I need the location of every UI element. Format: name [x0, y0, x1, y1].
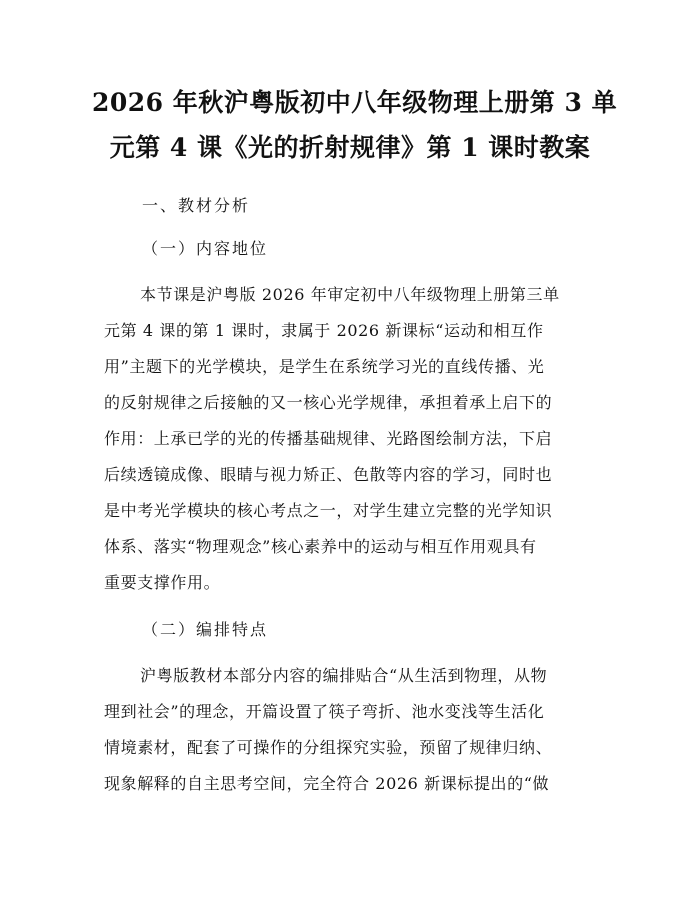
- paragraph-line: 本节课是沪粤版 2026 年审定初中八年级物理上册第三单: [140, 285, 560, 304]
- document-title-line-1: 2026 年秋沪粤版初中八年级物理上册第 3 单: [92, 88, 618, 117]
- paragraph-line: 用”主题下的光学模块，是学生在系统学习光的直线传播、光: [104, 357, 545, 376]
- section-heading-textbook-analysis: 一、教材分析: [142, 196, 251, 215]
- paragraph-line: 沪粤版教材本部分内容的编排贴合“从生活到物理，从物: [140, 666, 548, 685]
- paragraph-line: 的反射规律之后接触的又一核心光学规律，承担着承上启下的: [104, 393, 553, 412]
- paragraph-line: 重要支撑作用。: [104, 573, 221, 592]
- subsection-heading-arrangement-features: （二）编排特点: [142, 620, 269, 639]
- paragraph-line: 元第 4 课的第 1 课时，隶属于 2026 新课标“运动和相互作: [104, 321, 544, 340]
- paragraph-line: 理到社会”的理念，开篇设置了筷子弯折、池水变浅等生活化: [104, 702, 545, 721]
- document-title-line-2: 元第 4 课《光的折射规律》第 1 课时教案: [109, 133, 591, 162]
- paragraph-line: 体系、落实“物理观念”核心素养中的运动与相互作用观具有: [104, 537, 537, 556]
- paragraph-line: 现象解释的自主思考空间，完全符合 2026 新课标提出的“做: [104, 774, 550, 793]
- paragraph-line: 作用：上承已学的光的传播基础规律、光路图绘制方法，下启: [104, 429, 553, 448]
- paragraph-line: 是中考光学模块的核心考点之一，对学生建立完整的光学知识: [104, 501, 553, 520]
- paragraph-line: 后续透镜成像、眼睛与视力矫正、色散等内容的学习，同时也: [104, 465, 553, 484]
- subsection-heading-content-position: （一）内容地位: [142, 239, 269, 258]
- paragraph-line: 情境素材，配套了可操作的分组探究实验，预留了规律归纳、: [104, 738, 553, 757]
